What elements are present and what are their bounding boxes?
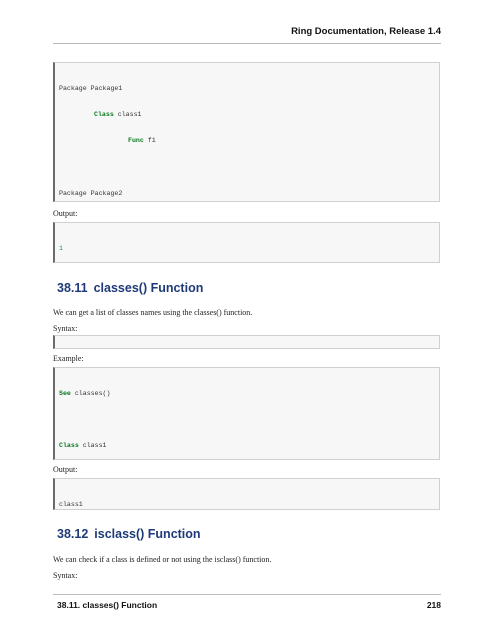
example-label: Example: <box>53 354 84 363</box>
code-keyword: See <box>59 389 71 397</box>
code-line <box>59 390 439 399</box>
section-number: 38.11 <box>57 281 88 295</box>
page-number: 218 <box>426 600 441 610</box>
section-title: classes() Function <box>93 281 204 295</box>
code-keyword: Class <box>94 110 114 118</box>
code-line <box>59 190 439 199</box>
section-intro: We can get a list of classes names using the classes() function. <box>53 308 253 317</box>
code-keyword: Package <box>59 84 87 92</box>
section-title: isclass() Function <box>94 527 201 541</box>
code-identifier: Package2 <box>90 190 123 198</box>
code-block-output <box>53 222 440 263</box>
header-divider <box>53 43 441 44</box>
output-line: class1 <box>59 500 83 508</box>
code-blank-line <box>59 416 439 425</box>
code-identifier: Package1 <box>90 84 123 92</box>
running-header-title: Ring Documentation, Release 1.4 <box>291 26 441 37</box>
code-block-packages <box>53 62 440 202</box>
section-heading <box>57 527 201 541</box>
output-label: Output: <box>53 465 78 474</box>
code-line <box>59 111 439 120</box>
section-heading <box>57 281 203 295</box>
section-number: 38.12 <box>57 527 89 541</box>
code-keyword: Class <box>59 442 79 450</box>
code-keyword: Package <box>59 190 87 198</box>
syntax-label: Syntax: <box>53 571 78 580</box>
code-identifier: class1 <box>117 110 142 118</box>
footer-section-title: 38.11. classes() Function <box>57 600 158 610</box>
code-function: classes() <box>74 389 111 397</box>
code-keyword: Func <box>128 137 144 145</box>
footer-divider <box>53 594 441 595</box>
syntax-label: Syntax: <box>53 324 78 333</box>
code-identifier: f1 <box>147 137 156 145</box>
code-block-syntax <box>53 335 440 349</box>
code-identifier: class1 <box>82 442 107 450</box>
code-line <box>59 137 439 146</box>
code-blank-line <box>59 164 439 173</box>
code-block-example <box>53 367 440 460</box>
code-line <box>59 85 439 94</box>
section-intro: We can check if a class is defined or not using the isclass() function. <box>53 555 272 564</box>
code-line <box>59 442 439 451</box>
output-label: Output: <box>53 209 78 218</box>
output-line: 1 <box>59 244 63 252</box>
code-block-classes-output <box>53 478 440 510</box>
